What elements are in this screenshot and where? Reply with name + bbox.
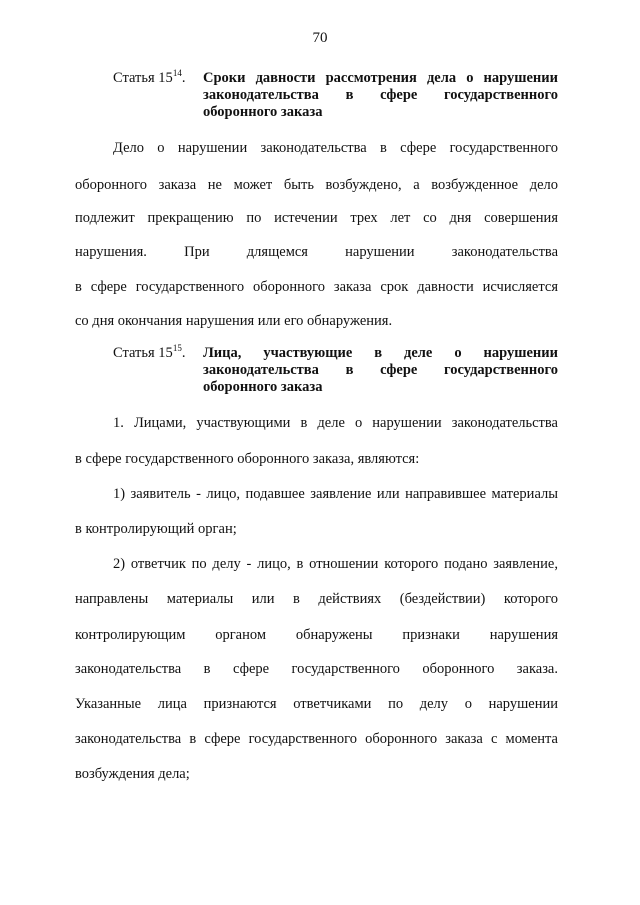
paragraph-line: 1. Лицами, участвующими в деле о нарушении законодательства: [113, 415, 558, 431]
paragraph-line: в сфере государственного оборонного заказа, являются:: [75, 451, 420, 467]
paragraph-line: направлены материалы или в действиях (бездействии) которого: [75, 591, 558, 607]
article-title: [203, 345, 558, 396]
article-title: [203, 70, 558, 121]
paragraph-line: контролирующим органом обнаружены признаки нарушения: [75, 627, 558, 643]
paragraph-line: оборонного заказа не может быть возбуждено, а возбужденное дело: [75, 177, 558, 193]
article-title-line: законодательства в сфере государственного: [203, 87, 558, 103]
article-title-line: Лица, участвующие в деле о нарушении: [203, 345, 558, 361]
page-number: 70: [312, 30, 328, 46]
paragraph-line: Указанные лица признаются ответчиками по делу о нарушении: [75, 696, 558, 712]
article-number-sup: 14: [172, 68, 182, 78]
paragraph-line: законодательства в сфере государственного оборонного заказа с момента: [75, 731, 558, 747]
paragraph-line: законодательства в сфере государственного оборонного заказа.: [75, 661, 558, 677]
paragraph-line: нарушения. При длящемся нарушении законодательства: [75, 244, 558, 260]
article-label-text: Статья 15: [113, 345, 173, 361]
article-15-15-heading: [113, 345, 558, 396]
paragraph-line: подлежит прекращению по истечении трех лет со дня совершения: [75, 210, 558, 226]
article-title-line: законодательства в сфере государственного: [203, 362, 558, 378]
paragraph-line: в контролирующий орган;: [75, 521, 237, 537]
article-15-14-heading: [113, 70, 558, 121]
paragraph-line: возбуждения дела;: [75, 766, 190, 782]
paragraph-line: со дня окончания нарушения или его обнаружения.: [75, 313, 393, 329]
article-title-line: Сроки давности рассмотрения дела о нарушении: [203, 70, 558, 86]
paragraph-line: в сфере государственного оборонного заказа срок давности исчисляется: [75, 279, 558, 295]
article-number-sup: 15: [172, 343, 182, 353]
article-title-line: оборонного заказа: [203, 379, 323, 395]
article-title-line: оборонного заказа: [203, 104, 323, 120]
article-label-text: Статья 15: [113, 70, 173, 86]
article-label: Статья $15^{14}$.: [113, 68, 186, 86]
paragraph-line: Дело о нарушении законодательства в сфере государственного: [113, 140, 558, 156]
paragraph-line: 1) заявитель - лицо, подавшее заявление или направившее материалы: [113, 486, 558, 502]
article-label: Статья $15^{15}$.: [113, 343, 186, 361]
paragraph-line: 2) ответчик по делу - лицо, в отношении которого подано заявление,: [113, 556, 558, 572]
